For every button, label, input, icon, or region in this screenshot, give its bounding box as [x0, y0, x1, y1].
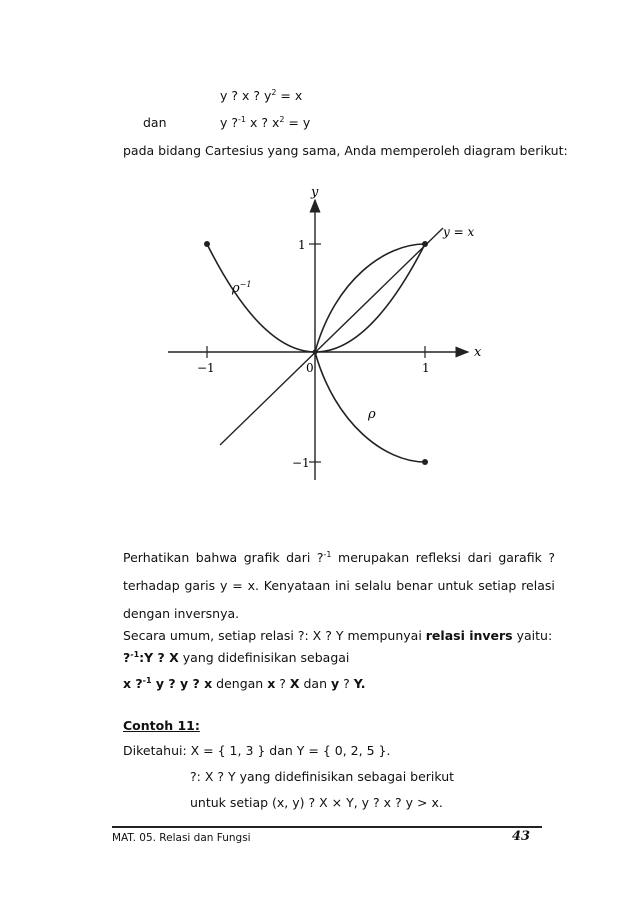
para1-line3: dengan inversnya.: [123, 606, 240, 621]
example-relation: ?: X ? Y yang didefinisikan sebagai berikut: [190, 769, 455, 784]
label-tick-x-neg: −1: [197, 361, 215, 375]
label-y-axis: y: [311, 185, 319, 200]
endpoint-rho-inv-left: [204, 241, 210, 247]
para1-line2: terhadap garis y = x. Kenyataan ini selalu benar untuk setiap relasi: [123, 578, 555, 593]
label-line: y = x: [443, 225, 475, 239]
example-condition: untuk setiap (x, y) ? X × Y, y ? x ? y > x.: [190, 795, 443, 810]
para1-line1: Perhatikan bahwa grafik dari ?$^{-1}$ merupakan refleksi dari garafik ?: [123, 550, 555, 565]
origin-point: [313, 350, 318, 355]
formula-line-1: y ? x ? $y^2 = x$: [220, 88, 303, 103]
label-rho: ρ: [368, 407, 376, 422]
label-origin: 0: [306, 361, 314, 375]
relation-graph: [160, 180, 500, 490]
endpoint-upper-right: [422, 241, 428, 247]
label-rho-inverse: $\rho^{-1}$: [232, 280, 252, 296]
example-title: Contoh 11:: [123, 718, 200, 733]
page-number: 43: [512, 829, 531, 844]
example-given: Diketahui: X = { 1, 3 } dan Y = { 0, 2, 5 }.: [123, 743, 391, 758]
formula-line-2: y ?$^{-1}$ x ? $x^2 = y$: [220, 115, 311, 130]
line-y-equals-x: [220, 228, 443, 445]
label-tick-y-neg: −1: [292, 456, 310, 470]
curve-rho-inverse: [207, 244, 425, 352]
endpoint-rho-lower: [422, 459, 428, 465]
label-x-axis: x: [474, 345, 482, 360]
intro-text: pada bidang Cartesius yang sama, Anda memperoleh diagram berikut:: [123, 143, 568, 158]
inverse-rule: x ?$^{-1}$ y ? y ? x dengan x ? X dan y ? Y.: [123, 676, 366, 691]
formula-dan: dan: [143, 115, 167, 130]
label-tick-y-pos: 1: [298, 238, 306, 252]
label-tick-x-pos: 1: [422, 361, 430, 375]
inverse-definition: ?$^{-1}$:Y ? X yang didefinisikan sebagai: [123, 650, 350, 665]
footer-rule: [112, 826, 542, 828]
para2-line: Secara umum, setiap relasi ?: X ? Y mempunyai relasi invers yaitu:: [123, 628, 553, 643]
footer-title: MAT. 05. Relasi dan Fungsi: [112, 832, 251, 844]
